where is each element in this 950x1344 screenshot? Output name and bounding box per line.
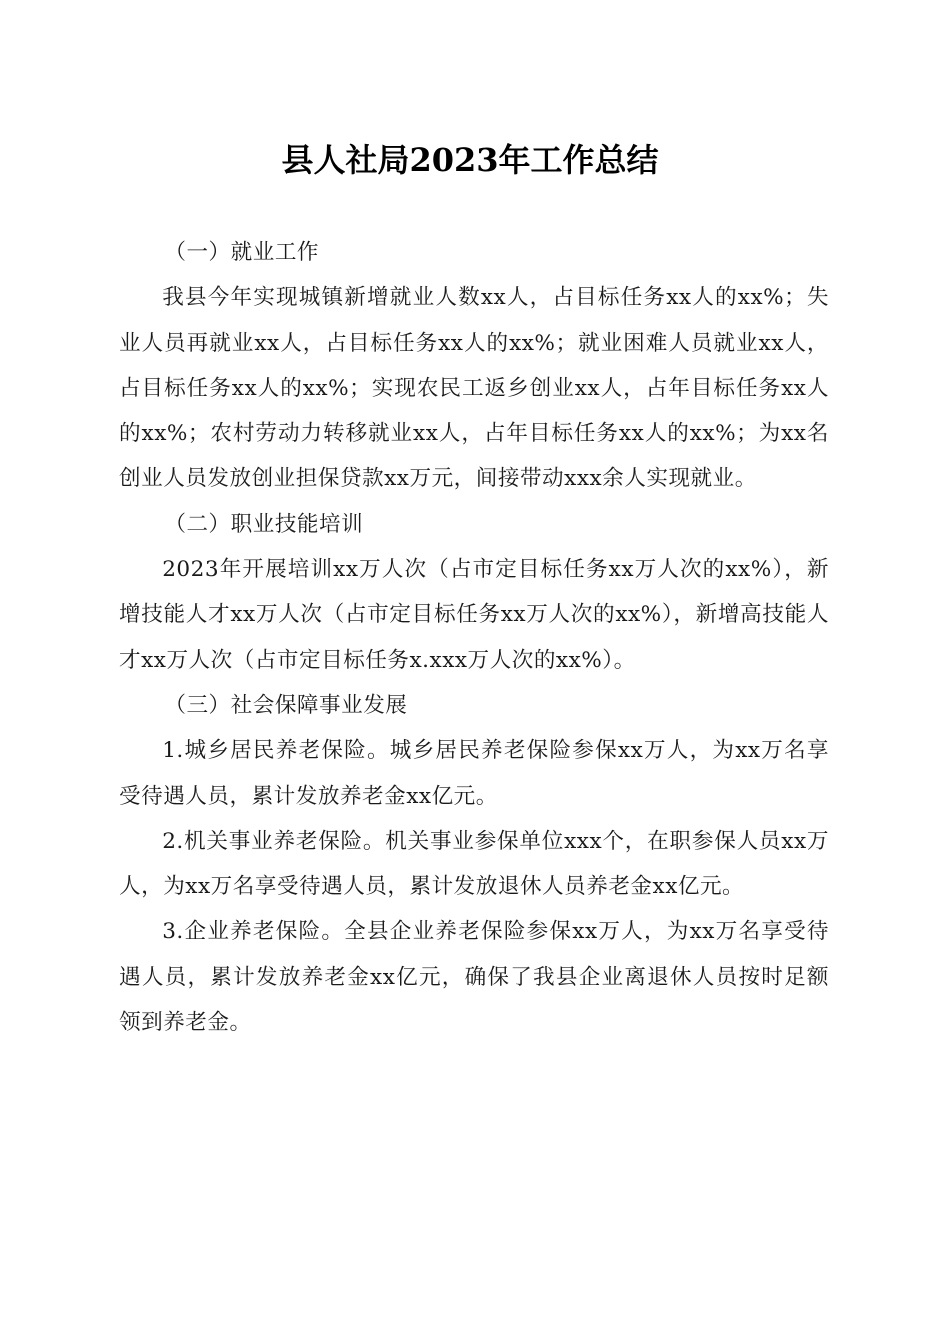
section-heading-employment: （一）就业工作 <box>164 240 320 265</box>
paragraph-employment: 我县今年实现城镇新增就业人数xx人，占目标任务xx人的xx%；失业人员再就业xx人，占目标任务xx人的xx%；就业困难人员就业xx人，占目标任务xx人的xx%；实现农民工返乡创业xx人，占年目标任务xx人的xx%；农村劳动力转移就业xx人，占年目标任务xx人的xx%；为xx名创业人员发放创业担保贷款xx万元，间接带动xxx余人实现就业。 <box>119 285 829 492</box>
paragraph-institution-pension: 2.机关事业养老保险。机关事业参保单位xxx个，在职参保人员xx万人，为xx万名享受待遇人员，累计发放退休人员养老金xx亿元。 <box>119 828 829 900</box>
paragraph-skills-training: 2023年开展培训xx万人次（占市定目标任务xx万人次的xx%），新增技能人才xx万人次（占市定目标任务xx万人次的xx%），新增高技能人才xx万人次（占市定目标任务x.xxx万人次的xx%）。 <box>119 557 829 673</box>
document-title: 县人社局2023年工作总结 <box>281 141 659 179</box>
paragraph-rural-urban-pension: 1.城乡居民养老保险。城乡居民养老保险参保xx万人，为xx万名享受待遇人员，累计发放养老金xx亿元。 <box>119 738 829 809</box>
section-heading-social-security: （三）社会保障事业发展 <box>164 692 408 718</box>
section-heading-skills-training: （二）职业技能培训 <box>164 511 364 537</box>
paragraph-enterprise-pension: 3.企业养老保险。全县企业养老保险参保xx万人，为xx万名享受待遇人员，累计发放养老金xx亿元，确保了我县企业离退休人员按时足额领到养老金。 <box>119 919 829 1036</box>
document-body <box>119 230 829 1045</box>
